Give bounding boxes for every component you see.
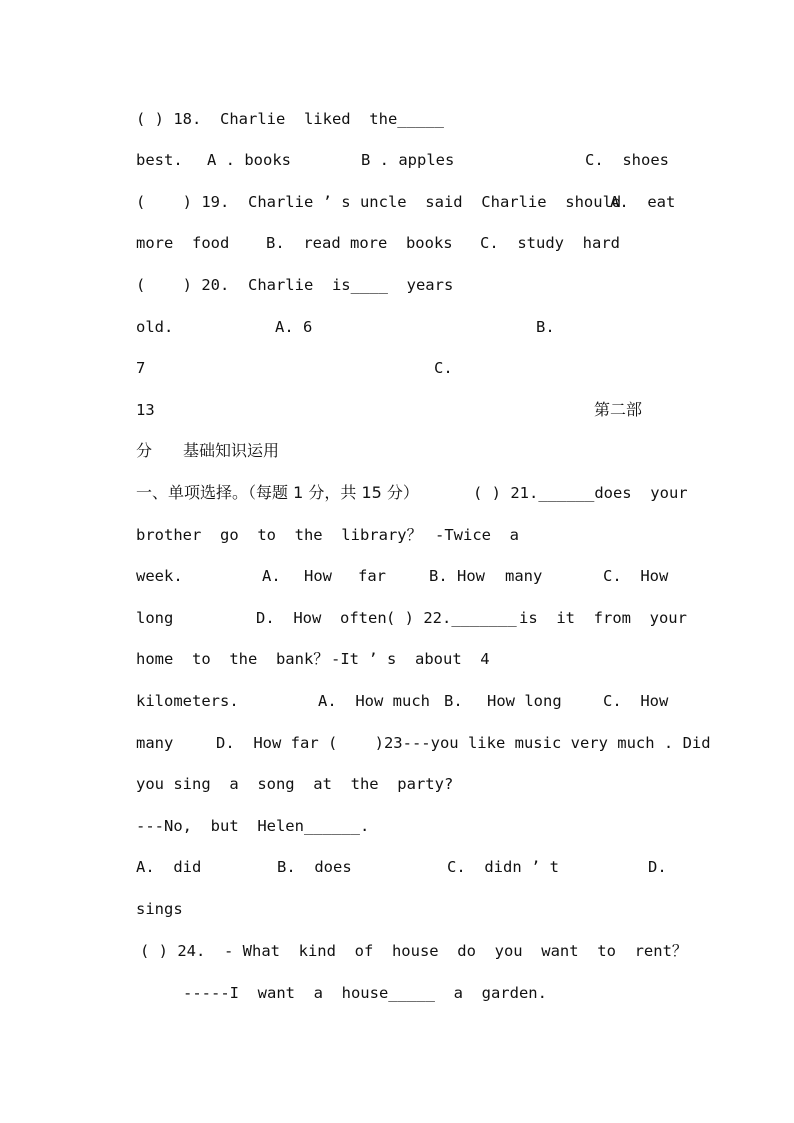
question-24-stem: ( ) 24. - What kind of house do you want to rent？ <box>140 942 688 960</box>
option-20-c-label: C. <box>434 359 453 377</box>
section-one-instructions: 一、单项选择。（每题 1 分，共 15 分） <box>136 483 419 502</box>
option-21-b-word2: many <box>505 567 543 585</box>
option-18-b: B . apples <box>361 151 455 169</box>
question-21-answer-prompt: -Twice a <box>435 526 519 544</box>
option-21-a-word1: How <box>304 567 332 585</box>
option-22-a: A. How much <box>318 692 430 710</box>
question-21-stem: ( ) 21.______does your <box>473 484 688 502</box>
option-23-c: C. didn ’ t <box>447 858 559 876</box>
option-22-c: C. How <box>603 692 669 710</box>
option-19-c: C. study hard <box>480 234 620 252</box>
question-24-answer-prompt: -----I want a house_____ a garden. <box>183 984 547 1002</box>
option-19-b: B. read more books <box>266 234 453 252</box>
option-23-a: A. did <box>136 858 202 876</box>
option-22-d-and-question-23: D. How far ( )23---you like music very much . Did <box>216 734 711 752</box>
question-22-stem: ( ) 22._______ <box>386 609 517 627</box>
option-22-b-label: B. <box>444 692 463 710</box>
question-23-answer-prompt: ---No, but Helen______. <box>136 817 370 835</box>
question-19-stem: ( ) 19. Charlie ’ s uncle said Charlie should <box>136 193 622 211</box>
option-18-a: A . books <box>207 151 291 169</box>
option-20-b-label: B. <box>536 318 555 336</box>
question-18-stem: ( ) 18. Charlie liked the_____ <box>136 110 444 128</box>
option-20-b-value: 7 <box>136 359 146 377</box>
part-two-heading-end: 分 <box>136 441 153 460</box>
option-21-a-label: A. <box>262 567 281 585</box>
question-21-continued: brother go to the library？ <box>136 526 423 544</box>
option-23-b: B. does <box>277 858 352 876</box>
question-20-stem: ( ) 20. Charlie is____ years <box>136 276 454 294</box>
question-22-answer-prompt: -It ’ s about 4 <box>331 650 490 668</box>
part-two-heading-start: 第二部 <box>594 400 643 419</box>
option-18-c: C. shoes <box>585 151 669 169</box>
part-two-title: 基础知识运用 <box>183 441 280 460</box>
question-22-answer-end: kilometers. <box>136 692 239 710</box>
option-19-a: A. eat <box>610 193 676 211</box>
question-18-continued: best. <box>136 151 183 169</box>
option-23-d-value: sings <box>136 900 183 918</box>
option-21-d: D. How often <box>256 609 387 627</box>
question-22-stem-continued: is it from your <box>519 609 687 627</box>
question-22-line2: home to the bank？ <box>136 650 329 668</box>
option-22-b: How long <box>487 692 562 710</box>
option-19-a-continued: more food <box>136 234 230 252</box>
option-21-a-word2: far <box>358 567 386 585</box>
option-21-b: B. How <box>429 567 485 585</box>
option-20-c-value: 13 <box>136 401 155 419</box>
option-22-c-continued: many <box>136 734 174 752</box>
question-23-line2: you sing a song at the party? <box>136 775 454 793</box>
question-21-answer-end: week. <box>136 567 183 585</box>
option-21-c-continued: long <box>136 609 174 627</box>
option-23-d-label: D. <box>648 858 667 876</box>
question-20-continued: old. <box>136 318 174 336</box>
option-21-c: C. How <box>603 567 669 585</box>
option-20-a: A. 6 <box>275 318 313 336</box>
